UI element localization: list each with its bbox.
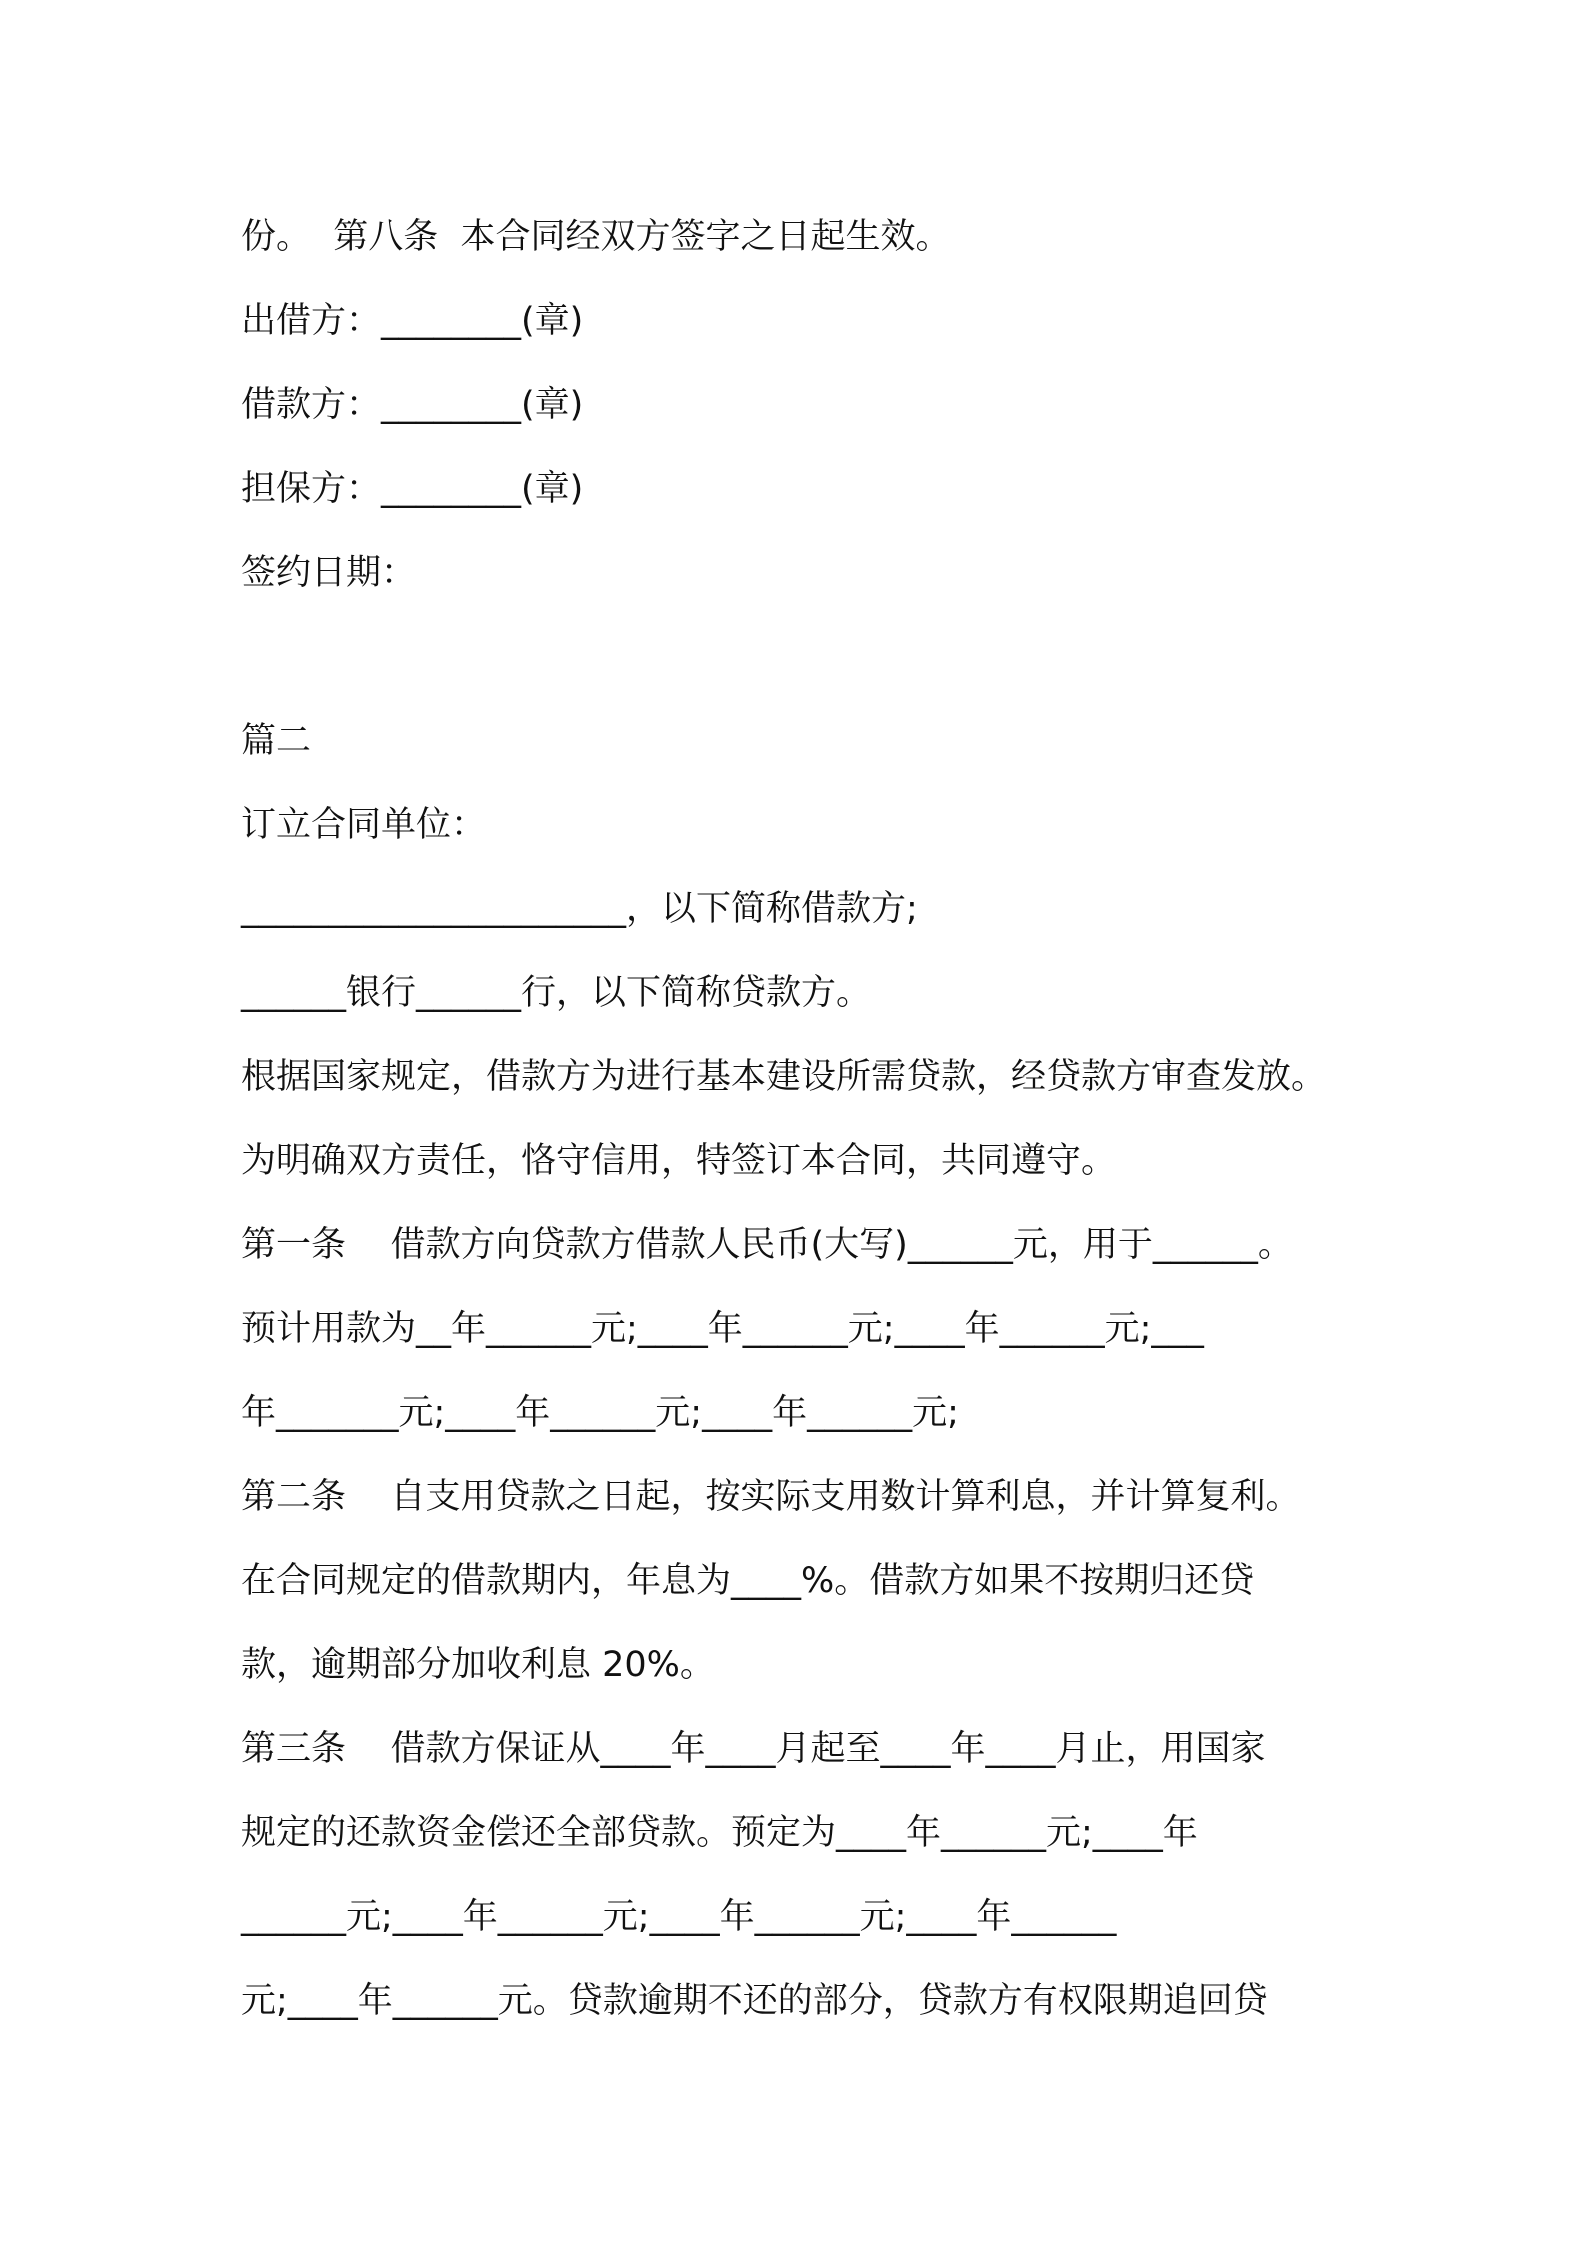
text-line-contract-parties: 订立合同单位： xyxy=(241,805,487,845)
text-line-repayment-schedule-1: 规定的还款资金偿还全部贷款。预定为____年______元;____年 xyxy=(241,1813,1198,1853)
text-line-signing-date: 签约日期： xyxy=(241,553,417,593)
text-line-repayment-schedule-3: 元;____年______元。贷款逾期不还的部分，贷款方有权限期追回贷 xyxy=(241,1981,1268,2021)
text-line-lender-bank-party: ______银行______行，以下简称贷款方。 xyxy=(241,973,872,1013)
text-line-overdue-interest: 款，逾期部分加收利息 20%。 xyxy=(241,1645,715,1685)
text-line-article-two: 第二条 自支用贷款之日起，按实际支用数计算利息，并计算复利。 xyxy=(241,1477,1301,1517)
text-line-planned-usage-1: 预计用款为__年______元;____年______元;____年______元;___ xyxy=(241,1309,1204,1349)
text-line-planned-usage-2: 年_______元;____年______元;____年______元; xyxy=(241,1393,959,1433)
text-line-repayment-schedule-2: ______元;____年______元;____年______元;____年______ xyxy=(241,1897,1117,1937)
text-line-basis: 根据国家规定，借款方为进行基本建设所需贷款，经贷款方审查发放。 xyxy=(241,1057,1327,1097)
text-line-borrower-signature: 借款方：________(章) xyxy=(241,385,584,425)
text-line-lender-signature: 出借方：________(章) xyxy=(241,301,584,341)
text-line-borrower-party: ______________________，以下简称借款方; xyxy=(241,889,918,929)
text-line-guarantor-signature: 担保方：________(章) xyxy=(241,469,584,509)
section-heading-part-two: 篇二 xyxy=(241,721,312,761)
document-body xyxy=(241,195,1371,2043)
text-line-interest-rate: 在合同规定的借款期内，年息为____%。借款方如果不按期归还贷 xyxy=(241,1561,1255,1601)
text-line-article-three: 第三条 借款方保证从____年____月起至____年____月止，用国家 xyxy=(241,1729,1266,1769)
blank-line xyxy=(241,615,1371,699)
text-line-purpose: 为明确双方责任，恪守信用，特签订本合同，共同遵守。 xyxy=(241,1141,1117,1181)
text-line-article-eight: 份。 第八条 本合同经双方签字之日起生效。 xyxy=(241,217,951,257)
text-line-article-one: 第一条 借款方向贷款方借款人民币(大写)______元，用于______。 xyxy=(241,1225,1293,1265)
